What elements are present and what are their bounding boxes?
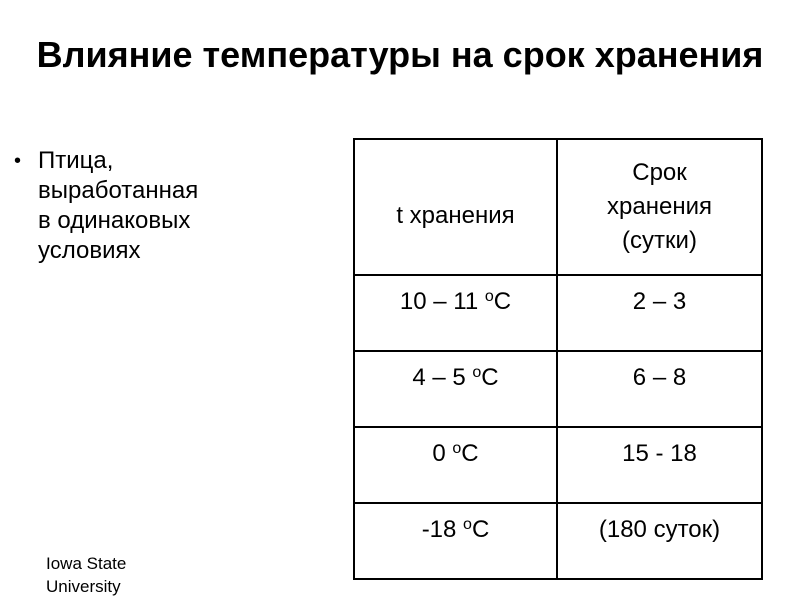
cell-shelf-life: 15 - 18: [557, 427, 762, 503]
bullet-icon: •: [14, 150, 22, 172]
bullet-list: [14, 146, 254, 266]
cell-shelf-life: 6 – 8: [557, 351, 762, 427]
header-temperature: t хранения: [354, 139, 557, 275]
table-row: [354, 427, 762, 503]
table-row: [354, 275, 762, 351]
header-shelf-life: Срок хранения (сутки): [557, 139, 762, 275]
table-row: [354, 351, 762, 427]
bullet-text: Птица, выработанная в одинаковых условиях: [38, 147, 199, 264]
bullet-item: [14, 146, 254, 266]
cell-temperature: 0 $^о$С: [354, 427, 557, 503]
cell-shelf-life: 2 – 3: [557, 275, 762, 351]
cell-temperature: -18 $^о$С: [354, 503, 557, 579]
cell-temperature: 4 – 5 $^о$С: [354, 351, 557, 427]
cell-shelf-life: (180 суток): [557, 503, 762, 579]
slide-title: Влияние температуры на срок хранения: [36, 34, 764, 75]
cell-temperature: 10 – 11 $^о$С: [354, 275, 557, 351]
footer-credit: Iowa State University: [46, 554, 127, 596]
storage-table: [353, 138, 763, 580]
table-row: [354, 503, 762, 579]
table-header-row: [354, 139, 762, 275]
